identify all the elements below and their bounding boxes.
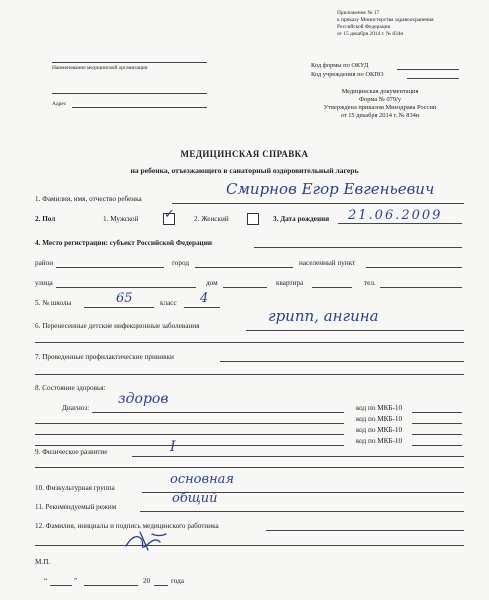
f1-label: 1. Фамилия, имя, отчество ребенка xyxy=(35,195,142,203)
female-checkbox[interactable] xyxy=(247,213,259,225)
okpo-label: Код учреждения по ОКПО xyxy=(311,71,384,78)
house-label: дом xyxy=(206,279,218,287)
okud-label: Код формы по ОКУД xyxy=(311,62,369,69)
f1-line[interactable] xyxy=(172,203,464,204)
phone-line[interactable] xyxy=(380,287,462,288)
mkb-label-1: код по МКБ-10 xyxy=(356,404,403,412)
f6-label: 6. Перенесенные детские инфекционные заболевания xyxy=(35,322,200,330)
okud-line[interactable] xyxy=(397,69,459,70)
f11-label: 11. Рекомендуемый режим xyxy=(35,503,117,511)
f10-handwritten-value: основная xyxy=(170,472,234,487)
address-label: Адрес xyxy=(52,101,67,107)
f9-label: 9. Физическое развитие xyxy=(35,448,108,456)
f4-line[interactable] xyxy=(254,247,462,248)
class-line[interactable] xyxy=(184,307,220,308)
class-handwritten-value: 4 xyxy=(200,291,209,306)
mkb-label-4: код по МКБ-10 xyxy=(356,437,403,445)
street-label: улица xyxy=(35,279,53,287)
mkb-line-4[interactable] xyxy=(412,445,462,446)
f6-handwritten-value: грипп, ангина xyxy=(268,307,379,325)
appendix-label: Приложение № 17 xyxy=(337,10,380,16)
document-subtitle: на ребенка, отъезжающего в санаторный оздоровительный лагерь xyxy=(130,166,359,175)
f10-label: 10. Физкультурная группа xyxy=(35,484,115,492)
f2-label: 2. Пол xyxy=(35,215,56,223)
f7-label: 7. Проведенные профилактические прививки xyxy=(35,353,174,361)
mkb-label-2: код по МКБ-10 xyxy=(356,415,403,423)
mkb-line-3[interactable] xyxy=(412,434,462,435)
org-name-label: Наименование медицинской организации xyxy=(52,65,148,71)
district-line[interactable] xyxy=(56,267,164,268)
date-year-suffix: года xyxy=(171,577,185,585)
f6-line[interactable] xyxy=(246,330,464,331)
f3-handwritten-value: 21.06.2009 xyxy=(348,208,443,223)
house-line[interactable] xyxy=(223,287,267,288)
doc-meta-1: Медицинская документация xyxy=(341,88,419,95)
date-year-line[interactable] xyxy=(154,585,168,586)
f1-handwritten-value: Смирнов Егор Евгеньевич xyxy=(226,180,435,198)
f11-handwritten-value: общий xyxy=(172,491,218,506)
school-handwritten-value: 65 xyxy=(116,291,133,306)
diagnosis-label: Диагноз: xyxy=(62,404,90,412)
date-month-line[interactable] xyxy=(84,585,138,586)
f12-line-2[interactable] xyxy=(35,545,464,546)
doc-meta-4: от 15 декабря 2014 г. № 834н xyxy=(340,112,420,119)
diagnosis-line-3[interactable] xyxy=(35,434,344,435)
f9-line[interactable] xyxy=(132,456,464,457)
date-year-prefix: 20 xyxy=(143,577,151,585)
f11-line[interactable] xyxy=(140,511,464,512)
class-label: класс xyxy=(160,299,177,307)
diagnosis-line-1[interactable] xyxy=(92,412,344,413)
document-title: МЕДИЦИНСКАЯ СПРАВКА xyxy=(180,149,309,159)
appendix-federation: Российской Федерации xyxy=(337,24,391,30)
f5-label: 5. № школы xyxy=(35,299,72,307)
f4-label: 4. Место регистрации: субъект Российской Федерации xyxy=(35,239,212,247)
f7-line[interactable] xyxy=(220,361,464,362)
f9-handwritten-value: I xyxy=(170,439,176,455)
mkb-line-1[interactable] xyxy=(412,412,462,413)
settlement-line[interactable] xyxy=(366,267,462,268)
phone-label: тел. xyxy=(364,279,376,287)
okpo-line[interactable] xyxy=(407,78,459,79)
appendix-order-date: от 15 декабря 2014 г. № 834н xyxy=(337,31,404,37)
date-close-quote: ” xyxy=(74,577,78,585)
apartment-label: квартира xyxy=(276,279,304,287)
mkb-label-3: код по МКБ-10 xyxy=(356,426,403,434)
f7-line-2[interactable] xyxy=(35,374,464,375)
male-label: 1. Мужской xyxy=(103,215,139,223)
f3-line[interactable] xyxy=(338,223,462,224)
city-label: город xyxy=(172,259,189,267)
date-open-quote: “ xyxy=(44,577,48,585)
female-label: 2. Женский xyxy=(194,215,229,223)
f3-label: 3. Дата рождения xyxy=(273,215,330,223)
doc-meta-2: Форма № 079/у xyxy=(358,96,402,103)
mp-label: М.П. xyxy=(35,558,51,566)
diagnosis-line-2[interactable] xyxy=(35,423,344,424)
address-line[interactable] xyxy=(72,107,207,108)
district-label: район xyxy=(35,259,54,267)
diagnosis-handwritten-value: здоров xyxy=(118,391,169,407)
appendix-order-line: к приказу Министерства здравоохранения xyxy=(337,17,434,23)
mkb-line-2[interactable] xyxy=(412,423,462,424)
settlement-label: населенный пункт xyxy=(299,259,356,267)
org-name-line[interactable] xyxy=(52,62,207,63)
diagnosis-line-4[interactable] xyxy=(35,445,344,446)
f12-line[interactable] xyxy=(266,530,464,531)
f6-line-2[interactable] xyxy=(35,342,464,343)
school-line[interactable] xyxy=(84,307,154,308)
street-line[interactable] xyxy=(56,287,196,288)
male-check-mark: ✓ xyxy=(164,207,175,222)
f12-label: 12. Фамилия, инициалы и подпись медицинского работника xyxy=(35,522,219,530)
city-line[interactable] xyxy=(195,267,293,268)
doc-meta-3: Утверждена приказом Минздрава России xyxy=(323,104,437,111)
signature-scribble xyxy=(122,528,168,554)
date-day-line[interactable] xyxy=(50,585,72,586)
f9-line-2[interactable] xyxy=(35,467,464,468)
f8-label: 8. Состояние здоровья: xyxy=(35,384,106,392)
org-name-line-2[interactable] xyxy=(52,93,207,94)
apartment-line[interactable] xyxy=(312,287,352,288)
